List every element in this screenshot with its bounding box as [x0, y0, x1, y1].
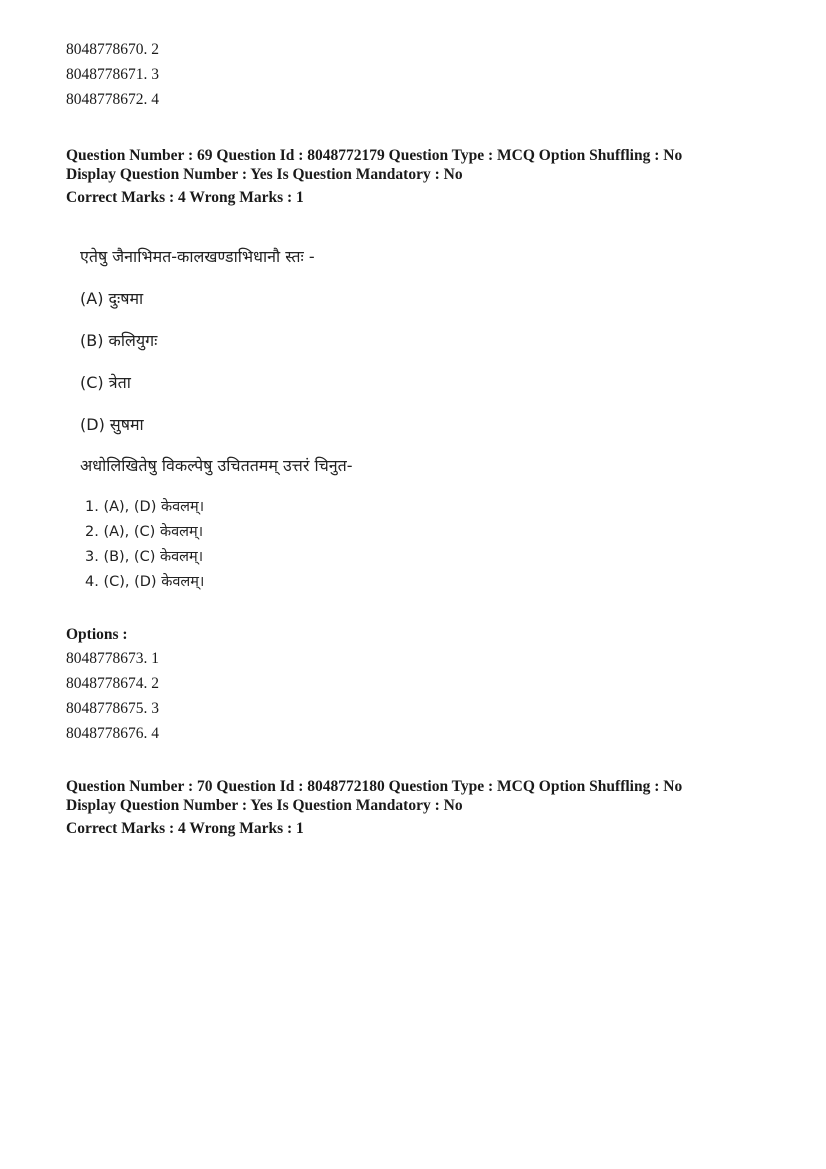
q69-option-3: 8048778675. 3: [66, 700, 159, 717]
q69-item-c: (C) त्रेता: [80, 373, 131, 392]
prev-option-3: 8048778671. 3: [66, 66, 159, 83]
q69-choice-3: 3. (B), (C) केवलम्।: [85, 549, 204, 565]
q69-option-4: 8048778676. 4: [66, 725, 159, 742]
prev-option-2: 8048778670. 2: [66, 41, 159, 58]
q70-meta-line-3: Correct Marks : 4 Wrong Marks : 1: [66, 820, 304, 837]
q70-meta-line-2: Display Question Number : Yes Is Question Mandatory : No: [66, 797, 463, 814]
q70-meta-line-1: Question Number : 70 Question Id : 8048772180 Question Type : MCQ Option Shuffling : No: [66, 778, 683, 795]
q69-choice-4: 4. (C), (D) केवलम्।: [85, 574, 205, 590]
q69-item-d: (D) सुषमा: [80, 415, 144, 434]
q69-instruction: अधोलिखितेषु विकल्पेषु उचिततमम् उत्तरं चिनुत-: [80, 456, 353, 475]
q69-option-1: 8048778673. 1: [66, 650, 159, 667]
q69-choice-2: 2. (A), (C) केवलम्।: [85, 524, 204, 540]
q69-option-2: 8048778674. 2: [66, 675, 159, 692]
q69-stem: एतेषु जैनाभिमत-कालखण्डाभिधानौ स्तः -: [80, 247, 315, 266]
q69-item-b: (B) कलियुगः: [80, 331, 158, 350]
q69-meta-line-2: Display Question Number : Yes Is Question Mandatory : No: [66, 166, 463, 183]
prev-option-4: 8048778672. 4: [66, 91, 159, 108]
q69-choice-1: 1. (A), (D) केवलम्।: [85, 499, 205, 515]
q69-item-a: (A) दुःषमा: [80, 289, 144, 308]
q69-meta-line-3: Correct Marks : 4 Wrong Marks : 1: [66, 189, 304, 206]
q69-options-label: Options :: [66, 626, 128, 643]
q69-meta-line-1: Question Number : 69 Question Id : 8048772179 Question Type : MCQ Option Shuffling : No: [66, 147, 683, 164]
